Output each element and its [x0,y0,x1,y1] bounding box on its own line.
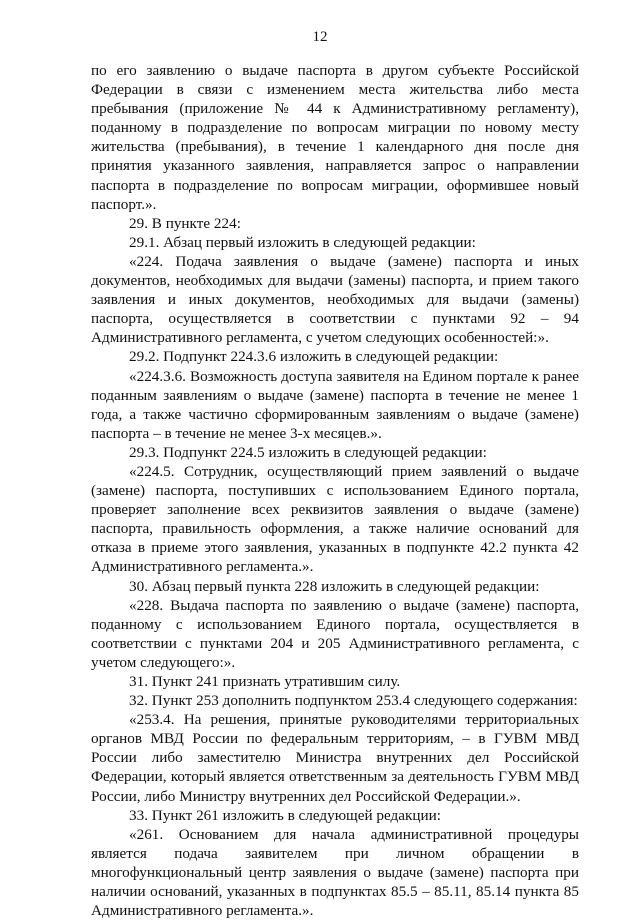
page-number: 12 [312,29,328,45]
paragraph-quote-224-5: «224.5. Сотрудник, осуществляющий прием заявлений о выдаче (замене) паспорта, поступивших с использованием Единого портала, проверяет заполнение всех реквизитов заявления о выдаче (замене) паспорта, правильность оформления, а также наличие оснований для отказа в приеме этого заявления, указанных в подпункте 42.2 пункта 42 Административного регламента.». [91,462,579,576]
document-body [91,61,579,920]
paragraph-item-29-1: 29.1. Абзац первый изложить в следующей редакции: [129,233,476,251]
paragraph-quote-228: «228. Выдача паспорта по заявлению о выдаче (замене) паспорта, поданному с использованием Единого портала, осуществляется в соответствии с пунктами 204 и 205 Административного регламента, с учетом следующего:». [91,596,579,671]
paragraph-quote-224-3-6: «224.3.6. Возможность доступа заявителя на Едином портале к ранее поданным заявлениям о выдаче (замене) паспорта в течение не менее 1 года, а также частично сформированным заявлениям о выдаче (замене) паспорта – в течение не менее 3-х месяцев.». [91,367,579,442]
paragraph-item-29-3: 29.3. Подпункт 224.5 изложить в следующей редакции: [129,443,487,461]
paragraph-quote-261: «261. Основанием для начала административной процедуры является подача заявителем при личном обращении в многофункциональный центр заявления о выдаче (замене) паспорта при наличии оснований, указанных в подпунктах 85.5 – 85.11, 85.14 пункта 85 Административного регламента.». [91,825,579,920]
paragraph-item-33: 33. Пункт 261 изложить в следующей редакции: [129,806,442,824]
paragraph-item-29-2: 29.2. Подпункт 224.3.6 изложить в следующей редакции: [129,348,499,366]
paragraph-item-32: 32. Пункт 253 дополнить подпунктом 253.4 следующего содержания: [129,692,578,710]
paragraph-quote-224: «224. Подача заявления о выдаче (замене) паспорта и иных документов, необходимых для выдачи (замены) паспорта, и прием такого заявления и иных документов, необходимых для выдачи (замены) паспорта, осуществляется в соответствии с пунктами 92 – 94 Административного регламента, с учетом следующих особенностей:». [91,252,579,347]
paragraph-continuation: по его заявлению о выдаче паспорта в другом субъекте Российской Федерации в связи с изменением места жительства либо места пребывания (приложение № 44 к Административному регламенту), поданному в подразделение по вопросам миграции по новому месту жительства (пребывания), в течение 1 календарного дня после дня принятия указанного заявления, направляется запрос о направлении паспорта в подразделение по вопросам миграции, оформившее новый паспорт.». [91,62,579,213]
paragraph-item-30: 30. Абзац первый пункта 228 изложить в следующей редакции: [129,577,540,595]
paragraph-item-31: 31. Пункт 241 признать утратившим силу. [129,673,401,690]
paragraph-quote-253-4: «253.4. На решения, принятые руководителями территориальных органов МВД России по федеральным территориям, – в ГУВМ МВД России либо заместителю Министра внутренних дел Российской Федерации, который является ответственным за деятельность ГУВМ МВД России, либо Министру внутренних дел Российской Федерации.». [91,711,579,805]
paragraph-item-29: 29. В пункте 224: [129,214,241,232]
